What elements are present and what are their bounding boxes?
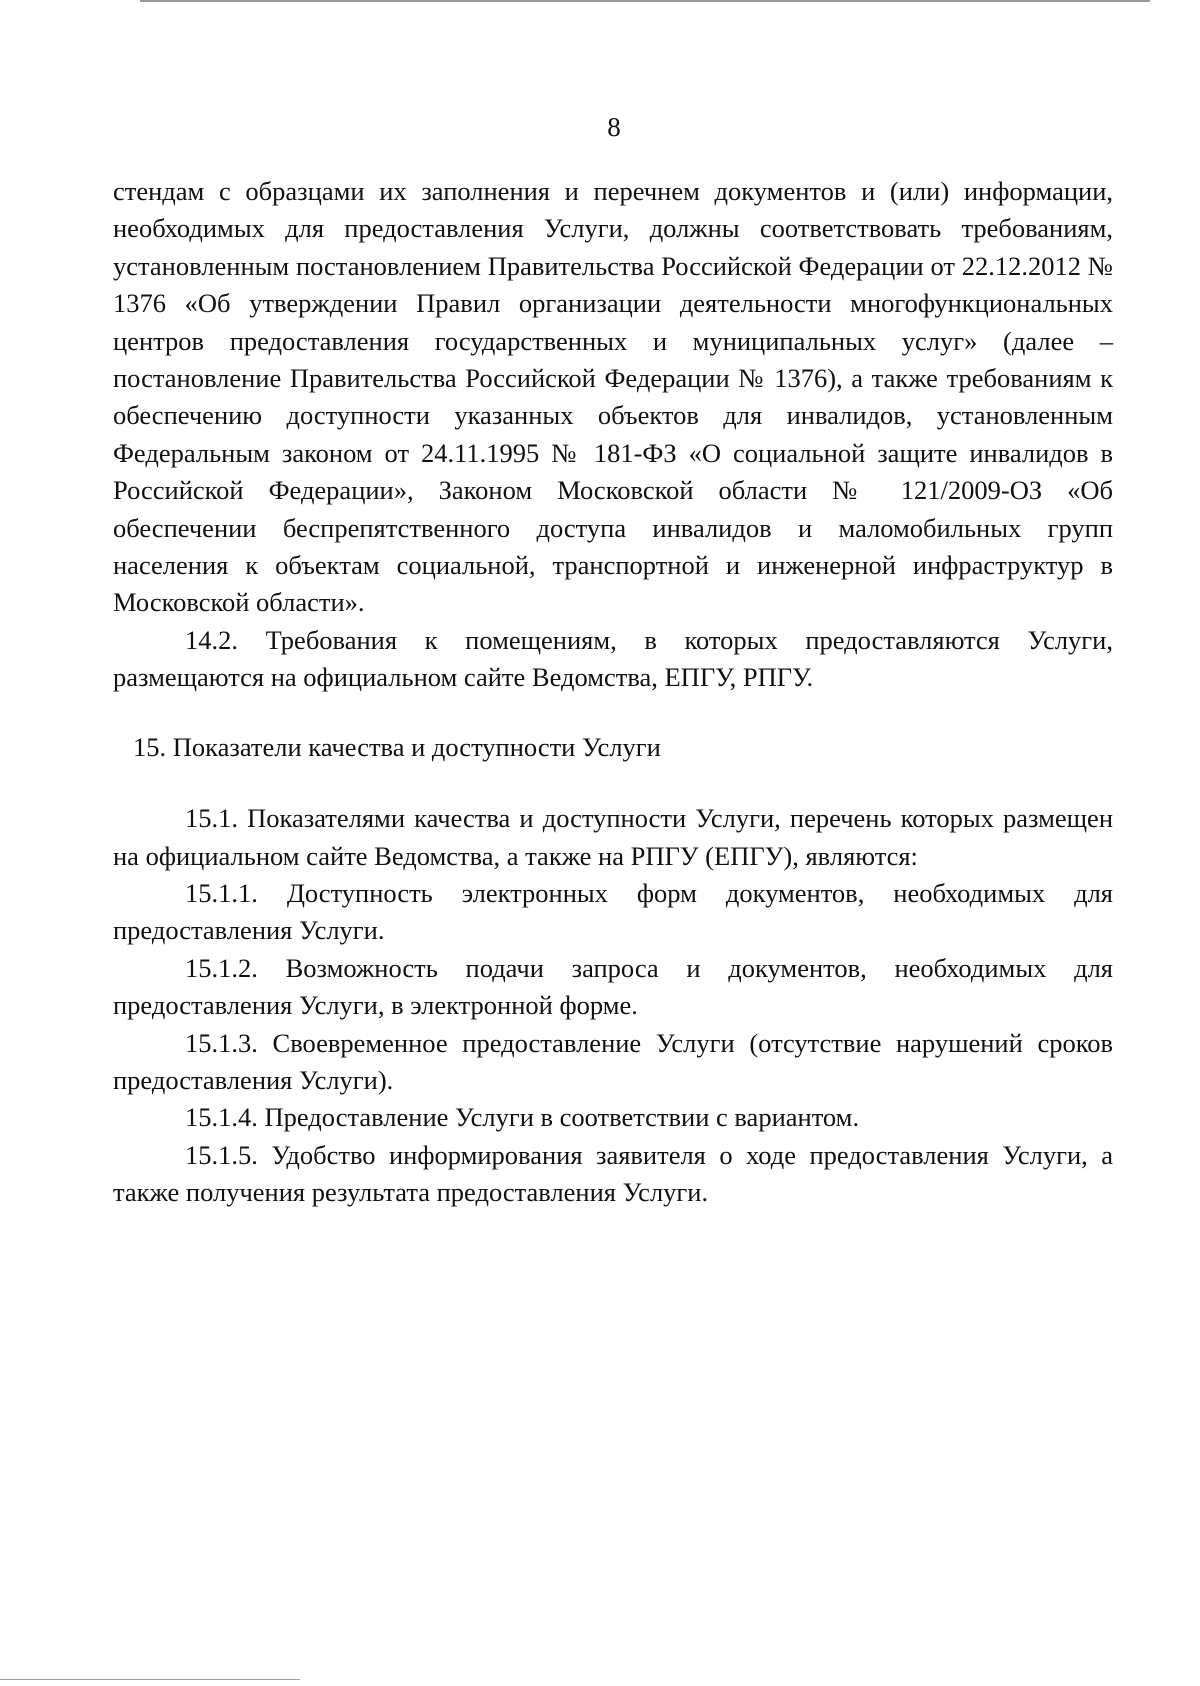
scan-edge-bottom	[0, 1679, 300, 1680]
scan-edge-top	[140, 0, 1150, 2]
paragraph-15-1-4: 15.1.4. Предоставление Услуги в соответствии с вариантом.	[185, 1102, 860, 1133]
paragraph-15-1-3: 15.1.3. Своевременное предоставление Услуги (отсутствие нарушений сроков предоставления Услуги).	[113, 1027, 1113, 1095]
page-number: 8	[607, 112, 621, 142]
document-body	[113, 173, 1113, 1212]
paragraph-15-1-1: 15.1.1. Доступность электронных форм документов, необходимых для предоставления Услуги.	[113, 877, 1113, 946]
paragraph-continuation: стендам с образцами их заполнения и перечнем документов и (или) информации, необходимых для предоставления Услуги, должны соответствовать требованиям, установленным постановлением Правительства Российской Федерации от 22.12.2012 № 1376 «Об утверждении Правил организации деятельности многофункциональных центров предоставления государственных и муниципальных услуг» (далее – постановление Правительства Российской Федерации № 1376), а также требованиям к обеспечению доступности указанных объектов для инвалидов, установленным Федеральным законом от 24.11.1995 № 181-ФЗ «О социальной защите инвалидов в Российской Федерации», Законом Московской области № 121/2009-ОЗ «Об обеспечении беспрепятственного доступа инвалидов и маломобильных групп населения к объектам социальной, транспортной и инженерной инфраструктур в Московской области».	[113, 176, 1113, 618]
paragraph-14-2: 14.2. Требования к помещениям, в которых предоставляются Услуги, размещаются на официальном сайте Ведомства, ЕПГУ, РПГУ.	[113, 624, 1113, 693]
paragraph-15-1-5: 15.1.5. Удобство информирования заявителя о ходе предоставления Услуги, а также получения результата предоставления Услуги.	[113, 1139, 1113, 1208]
section-heading: 15. Показатели качества и доступности Услуги	[133, 731, 661, 762]
paragraph-15-1-2: 15.1.2. Возможность подачи запроса и документов, необходимых для предоставления Услуги, в электронной форме.	[113, 952, 1113, 1021]
paragraph-15-1: 15.1. Показателями качества и доступности Услуги, перечень которых размещен на официальном сайте Ведомства, а также на РПГУ (ЕПГУ), являются:	[113, 803, 1113, 871]
